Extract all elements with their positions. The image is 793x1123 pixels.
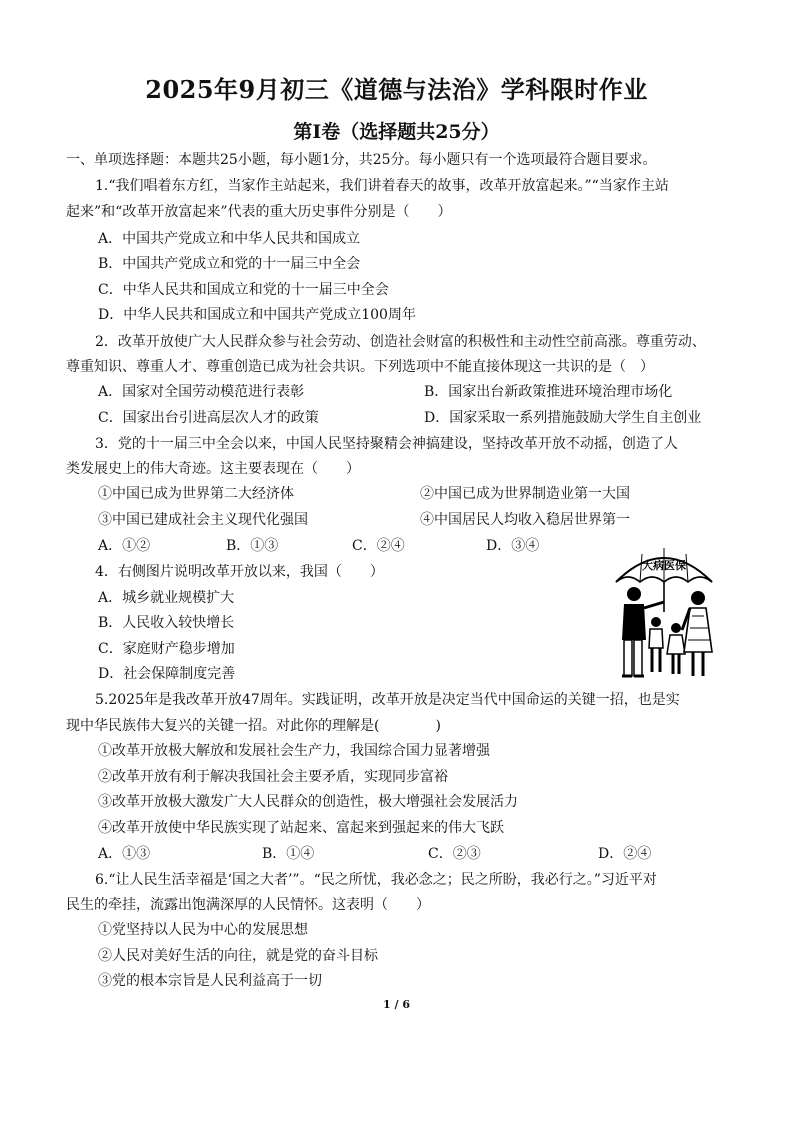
q6-statement-3: ③党的根本宗旨是人民利益高于一切 xyxy=(98,973,322,989)
q3-option-b: B．①③ xyxy=(226,538,279,554)
question-1-stem: 1.“我们唱着东方红，当家作主站起来，我们讲着春天的故事，改革开放富起来。”“当家作主站 xyxy=(95,178,669,194)
question-6-stem: 6.“让人民生活幸福是‘国之大者’”。“民之所忧，我必念之；民之所盼，我必行之。”习近平对 xyxy=(95,872,657,888)
q3-statement-4: ④中国居民人均收入稳居世界第一 xyxy=(420,512,630,528)
section-instructions: 一、单项选择题：本题共25小题，每小题1分，共25分。每小题只有一个选项最符合题目要求。 xyxy=(66,152,657,168)
q5-option-c: C．②③ xyxy=(428,846,481,862)
q3-statement-3: ③中国已建成社会主义现代化强国 xyxy=(98,512,308,528)
q3-option-a: A．①② xyxy=(98,538,151,554)
umbrella-label: 大病医保 xyxy=(642,559,686,572)
family-umbrella-icon xyxy=(612,542,716,684)
question-1-stem-cont: 起来”和“改革开放富起来”代表的重大历史事件分别是（ ） xyxy=(66,204,452,220)
q4-option-c: C．家庭财产稳步增加 xyxy=(98,641,235,657)
q2-option-b: B．国家出台新政策推进环境治理市场化 xyxy=(424,384,673,400)
q5-option-a: A．①③ xyxy=(98,846,151,862)
question-3-stem-cont: 类发展史上的伟大奇迹。这主要表现在（ ） xyxy=(66,461,360,477)
q6-statement-2: ②人民对美好生活的向往，就是党的奋斗目标 xyxy=(98,948,378,964)
q5-statement-1: ①改革开放极大解放和发展社会生产力，我国综合国力显著增强 xyxy=(98,743,490,759)
q5-statement-4: ④改革开放使中华民族实现了站起来、富起来到强起来的伟大飞跃 xyxy=(98,820,504,836)
question-2-stem: 2．改革开放使广大人民群众参与社会劳动、创造社会财富的积极性和主动性空前高涨。尊重劳动、 xyxy=(95,334,706,350)
question-4-stem: 4．右侧图片说明改革开放以来，我国（ ） xyxy=(95,564,384,580)
q1-option-d: D．中华人民共和国成立和中国共产党成立100周年 xyxy=(98,307,416,323)
q6-statement-1: ①党坚持以人民为中心的发展思想 xyxy=(98,922,308,938)
question-6-stem-cont: 民生的牵挂，流露出饱满深厚的人民情怀。这表明（ ） xyxy=(66,897,430,913)
q5-option-b: B．①④ xyxy=(262,846,315,862)
q4-option-d: D．社会保障制度完善 xyxy=(98,666,236,682)
q1-option-c: C．中华人民共和国成立和党的十一届三中全会 xyxy=(98,282,389,298)
q3-option-c: C．②④ xyxy=(352,538,405,554)
question-3-stem: 3．党的十一届三中全会以来，中国人民坚持聚精会神搞建设，坚持改革开放不动摇，创造了人 xyxy=(95,436,678,452)
q3-statement-2: ②中国已成为世界制造业第一大国 xyxy=(420,486,630,502)
q5-option-d: D．②④ xyxy=(598,846,652,862)
q4-option-b: B．人民收入较快增长 xyxy=(98,615,235,631)
section-title: 第Ⅰ卷（选择题共25分） xyxy=(293,121,500,143)
q5-statement-3: ③改革开放极大激发广大人民群众的创造性，极大增强社会发展活力 xyxy=(98,794,518,810)
question-5-stem: 5.2025年是我改革开放47周年。实践证明，改革开放是决定当代中国命运的关键一招，也是实 xyxy=(95,692,680,708)
q2-option-d: D．国家采取一系列措施鼓励大学生自主创业 xyxy=(424,410,702,426)
q1-option-b: B．中国共产党成立和党的十一届三中全会 xyxy=(98,256,361,272)
q4-option-a: A．城乡就业规模扩大 xyxy=(98,590,235,606)
question-5-stem-cont: 现中华民族伟大复兴的关键一招。对此你的理解是( ) xyxy=(66,718,441,734)
q5-statement-2: ②改革开放有利于解决我国社会主要矛盾，实现同步富裕 xyxy=(98,769,448,785)
question-2-stem-cont: 尊重知识、尊重人才、尊重创造已成为社会共识。下列选项中不能直接体现这一共识的是（ ） xyxy=(66,359,654,375)
q3-statement-1: ①中国已成为世界第二大经济体 xyxy=(98,486,294,502)
q3-option-d: D．③④ xyxy=(486,538,540,554)
q2-option-c: C．国家出台引进高层次人才的政策 xyxy=(98,410,319,426)
page-number: 1 / 6 xyxy=(383,998,410,1011)
page-title: 2025年9月初三《道德与法治》学科限时作业 xyxy=(145,75,648,104)
q2-option-a: A．国家对全国劳动模范进行表彰 xyxy=(98,384,305,400)
q1-option-a: A．中国共产党成立和中华人民共和国成立 xyxy=(98,231,361,247)
